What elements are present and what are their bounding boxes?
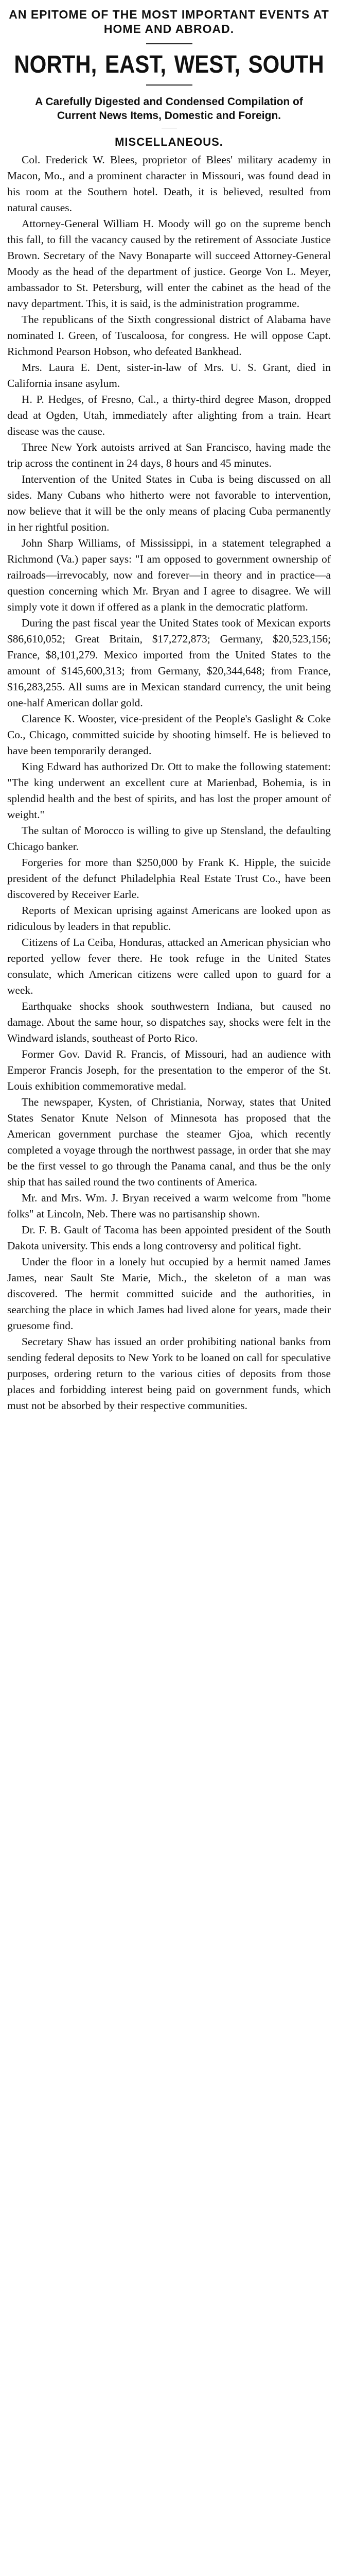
headline-title: NORTH, EAST, WEST, SOUTH [14,50,324,78]
news-item: Former Gov. David R. Francis, of Missouri, had an audience with Emperor Francis Joseph, for the presentation to the emperor of the St. Louis exhibition commemorative medal. [7,1048,331,1092]
news-item: Earthquake shocks shook southwestern Indiana, but caused no damage. About the same hour, so dispatches say, shocks were felt in the Windward islands, southeast of Porto Rico. [7,1000,331,1044]
news-item: Mr. and Mrs. Wm. J. Bryan received a warm welcome from "home folks" at Lincoln, Neb. There was no partisanship shown. [7,1192,331,1220]
news-item: Intervention of the United States in Cuba is being discussed on all sides. Many Cubans who hitherto were not favorable to intervention, now believe that it will be the only means of placing Cuba permanently in her rightful position. [7,473,331,533]
news-item: Mrs. Laura E. Dent, sister-in-law of Mrs. U. S. Grant, died in California insane asylum. [7,361,331,389]
news-item: Three New York autoists arrived at San Francisco, having made the trip across the continent in 24 days, 8 hours and 45 minutes. [7,441,331,469]
news-item: H. P. Hedges, of Fresno, Cal., a thirty-third degree Mason, dropped dead at Ogden, Utah, immediately after alighting from a train. Heart disease was the cause. [7,393,331,437]
article-body [0,152,338,1414]
news-item: Citizens of La Ceiba, Honduras, attacked an American physician who reported yellow fever there. He took refuge in the United States consulate, which American citizens were called upon to guard for a week. [7,936,331,996]
news-item: Attorney-General William H. Moody will go on the supreme bench this fall, to fill the vacancy caused by the retirement of Associate Justice Brown. Secretary of the Navy Bonaparte will succeed Attorney-General Moody as the head of the department of justice. George Von L. Meyer, ambassador to St. Petersburg, will enter the cabinet as the head of the navy department. This, it is said, is the administration programme. [7,217,331,310]
news-item: The republicans of the Sixth congressional district of Alabama have nominated I. Green, of Tuscaloosa, for congress. He will oppose Capt. Richmond Pearson Hobson, who defeated Bankhead. [7,313,331,358]
news-item: The sultan of Morocco is willing to give up Stensland, the defaulting Chicago banker. [7,824,331,853]
section-heading: MISCELLANEOUS. [115,135,223,148]
news-item: Under the floor in a lonely hut occupied by a hermit named James James, near Sault Ste Marie, Mich., the skeleton of a man was discovered. The hermit committed suicide and the authorities, in searching the place in which James had lived alone for years, made their gruesome find. [7,1256,331,1332]
news-item: John Sharp Williams, of Mississippi, in a statement telegraphed a Richmond (Va.) paper says: "I am opposed to government ownership of railroads—irrevocably, now and forever—in theory and in practice—a question concerning which Mr. Bryan and I agree to disagree. We will simply vote it down if offered as a plank in the democratic platform. [7,537,331,613]
headline-subtitle: A Carefully Digested and Condensed Compilation of Current News Items, Domestic and Foreign. [35,96,303,122]
news-item: Dr. F. B. Gault of Tacoma has been appointed president of the South Dakota university. This ends a long controversy and political fight. [7,1224,331,1252]
news-item: Col. Frederick W. Blees, proprietor of Blees' military academy in Macon, Mo., and a prominent character in Missouri, was found dead in his room at the Southern hotel. Death, it is believed, resulted from natural causes. [7,154,331,214]
headline-kicker: AN EPITOME OF THE MOST IMPORTANT EVENTS AT HOME AND ABROAD. [9,8,329,36]
news-item: Secretary Shaw has issued an order prohibiting national banks from sending federal deposits to New York to be loaned on call for speculative purposes, ordering return to the various cities of deposits from those places and forbidding interest being paid on government funds, which must not be absorbed by their respective communities. [7,1335,331,1412]
news-item: Forgeries for more than $250,000 by Frank K. Hipple, the suicide president of the defunct Philadelphia Real Estate Trust Co., have been discovered by Receiver Earle. [7,856,331,901]
news-item: The newspaper, Kysten, of Christiania, Norway, states that United States Senator Knute Nelson of Minnesota has proposed that the American government purchase the steamer Gjoa, which recently completed a voyage through the northwest passage, in order that she may be the first vessel to go through the Panama canal, and thus be the only ship that has sailed round the two continents of America. [7,1096,331,1188]
news-item: King Edward has authorized Dr. Ott to make the following statement: "The king underwent an excellent cure at Marienbad, Bohemia, is in splendid health and the best of spirits, and has lost the proper amount of weight." [7,760,331,821]
divider-rule [146,84,192,86]
news-item: During the past fiscal year the United States took of Mexican exports $86,610,052; Great Britain, $17,272,873; Germany, $20,523,156; France, $8,101,279. Mexico imported from the United States to the amount of $145,600,313; from Germany, $20,344,648; from France, $16,283,255. All sums are in Mexican standard currency, the unit being one-half American dollar gold. [7,617,331,709]
news-item: Clarence K. Wooster, vice-president of the People's Gaslight & Coke Co., Chicago, committed suicide by shooting himself. He is believed to have been temporarily deranged. [7,713,331,757]
news-item: Reports of Mexican uprising against Americans are looked upon as ridiculous by leaders in that republic. [7,904,331,933]
divider-rule [146,43,192,44]
